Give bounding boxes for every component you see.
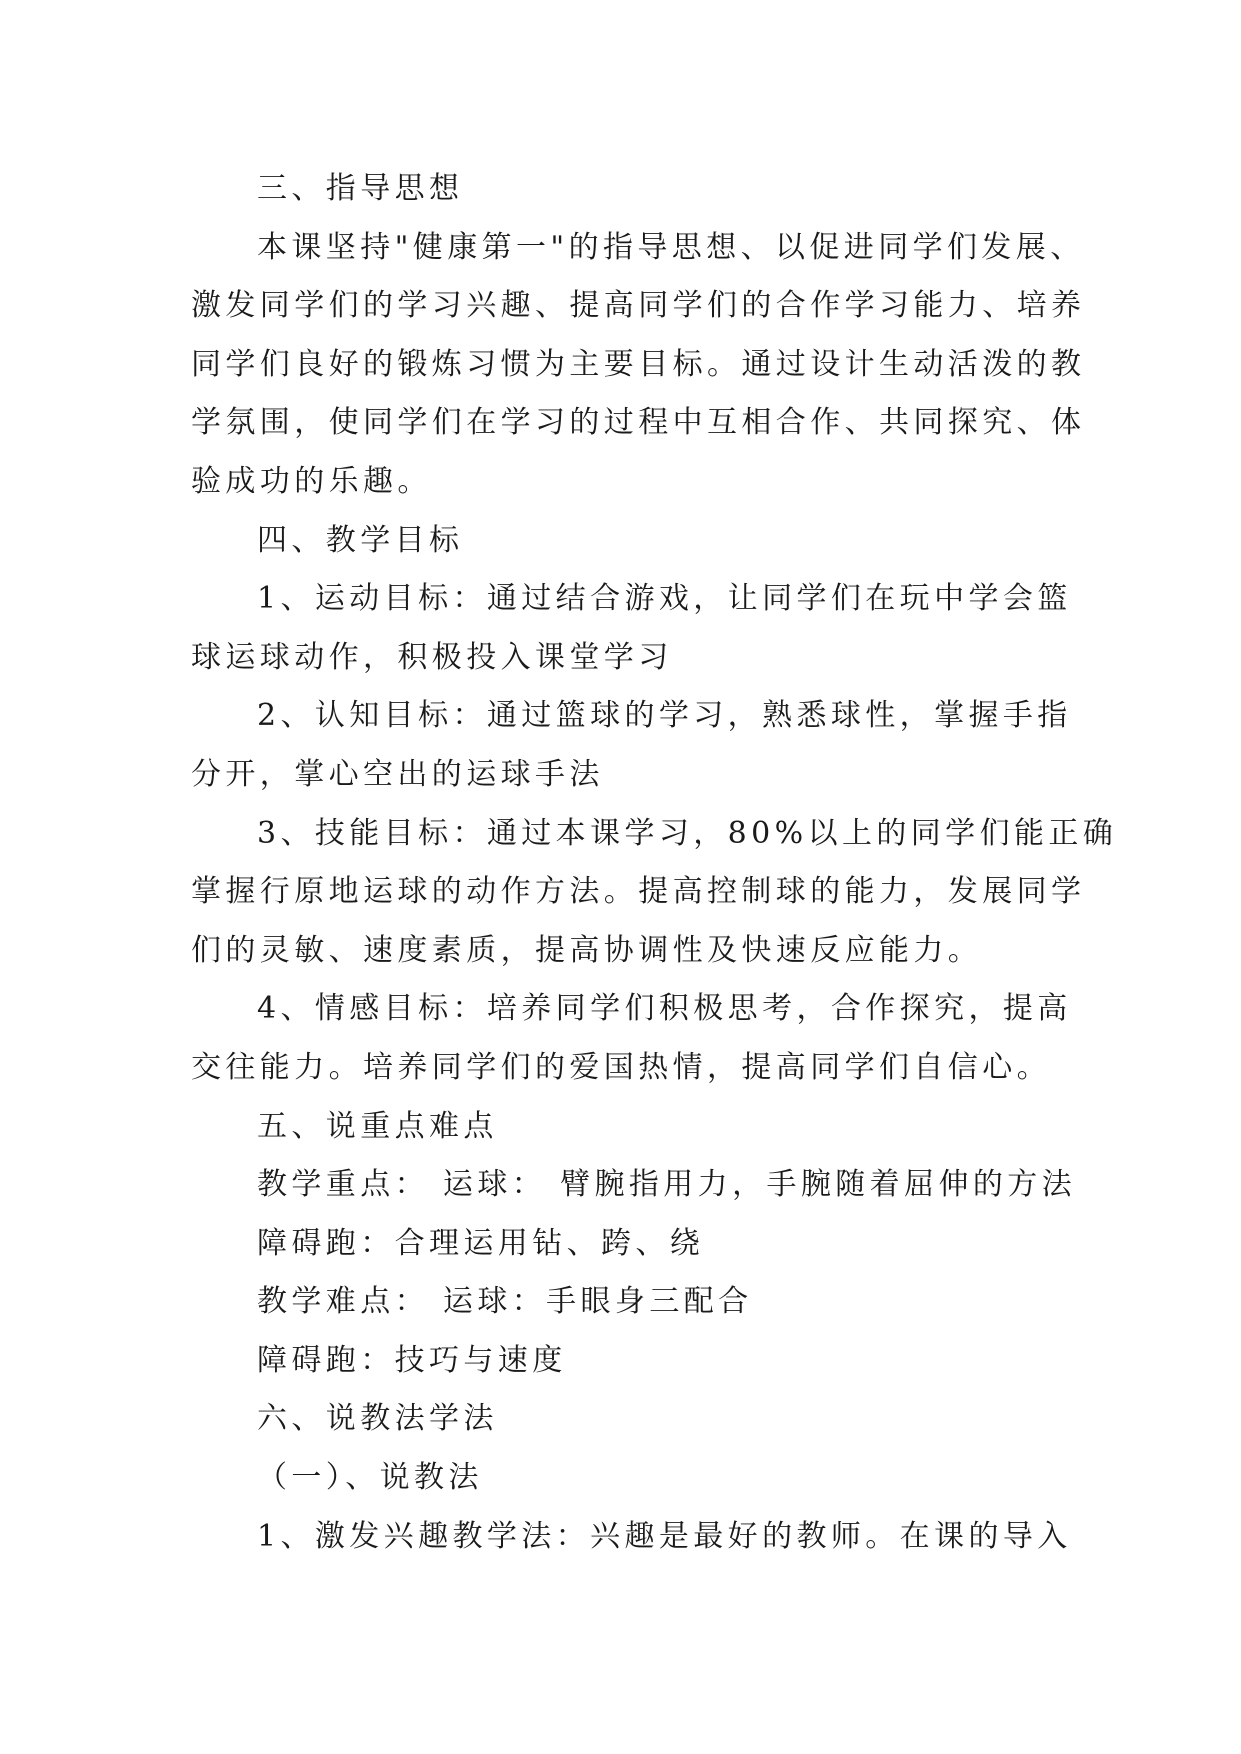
paragraph-line: 本课坚持"健康第一"的指导思想、以促进同学们发展、 <box>257 229 1085 265</box>
paragraph-line: 4、情感目标：培养同学们积极思考，合作探究，提高 <box>257 991 1072 1027</box>
section-heading-teaching-goals: 四、教学目标 <box>257 522 464 558</box>
paragraph-line: 1、激发兴趣教学法：兴趣是最好的教师。在课的导入 <box>257 1518 1072 1554</box>
subsection-heading: （一）、说教法 <box>257 1460 483 1496</box>
paragraph-line: 球运球动作，积极投入课堂学习 <box>191 639 673 675</box>
paragraph-line: 障碍跑：技巧与速度 <box>257 1342 567 1378</box>
paragraph-line: 掌握行原地运球的动作方法。提高控制球的能力，发展同学 <box>191 874 1086 910</box>
document-body <box>191 160 1118 1566</box>
section-heading-key-points: 五、说重点难点 <box>257 1108 498 1144</box>
paragraph-line: 验成功的乐趣。 <box>191 463 432 499</box>
paragraph-line: 激发同学们的学习兴趣、提高同学们的合作学习能力、培养 <box>191 288 1086 324</box>
paragraph-line: 同学们良好的锻炼习惯为主要目标。通过设计生动活泼的教 <box>191 346 1086 382</box>
paragraph-line: 2、认知目标：通过篮球的学习，熟悉球性，掌握手指 <box>257 698 1072 734</box>
paragraph-line: 1、运动目标：通过结合游戏，让同学们在玩中学会篮 <box>257 581 1072 617</box>
paragraph-line: 障碍跑：合理运用钻、跨、绕 <box>257 1225 705 1261</box>
paragraph-line: 教学重点： 运球： 臂腕指用力，手腕随着屈伸的方法 <box>257 1167 1077 1203</box>
section-heading-teaching-methods: 六、说教法学法 <box>257 1401 498 1437</box>
paragraph-line: 3、技能目标：通过本课学习，80%以上的同学们能正确 <box>257 815 1118 851</box>
section-heading-guiding-ideology: 三、指导思想 <box>257 171 464 206</box>
paragraph-line: 们的灵敏、速度素质，提高协调性及快速反应能力。 <box>191 932 983 968</box>
paragraph-line: 分开，掌心空出的运球手法 <box>191 756 604 792</box>
paragraph-line: 教学难点： 运球：手眼身三配合 <box>257 1284 753 1320</box>
paragraph-line: 学氛围，使同学们在学习的过程中互相合作、共同探究、体 <box>191 405 1086 441</box>
paragraph-line: 交往能力。培养同学们的爱国热情，提高同学们自信心。 <box>191 1049 1051 1085</box>
